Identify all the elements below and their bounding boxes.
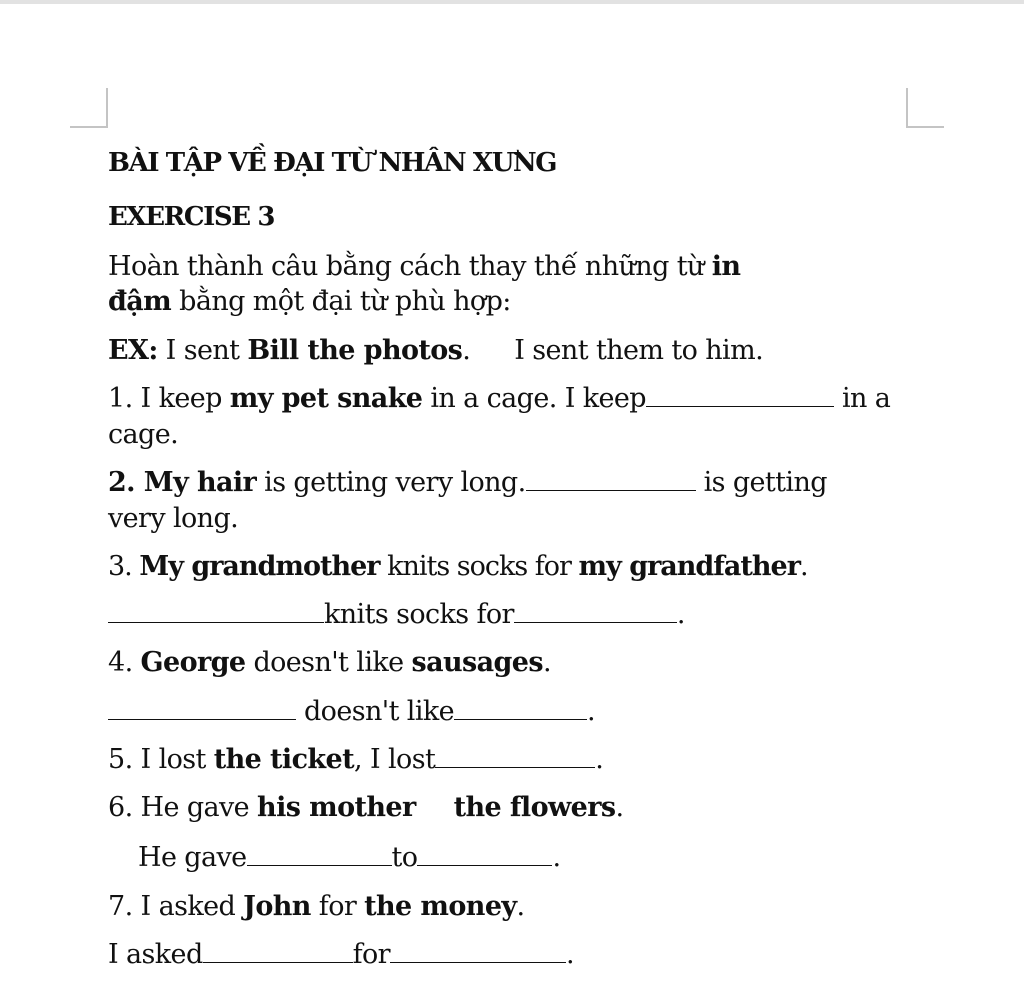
q6-line2-to: to — [391, 842, 418, 873]
q5-answer-blank[interactable] — [435, 743, 595, 768]
q5-text: 5. I lost — [108, 744, 214, 775]
q3-text-mid: knits socks for — [379, 551, 579, 582]
q1-text-cont: cage. — [108, 419, 179, 450]
q7-bold-2: the money — [364, 891, 517, 922]
q6-answer-blank-1[interactable] — [247, 841, 392, 866]
q3-period: . — [799, 551, 808, 582]
question-7-line-2 — [108, 937, 574, 973]
q3-bold-subject: My grandmother — [139, 551, 380, 582]
q7-period: . — [516, 891, 525, 922]
q6-bold-2: the flowers — [453, 792, 616, 823]
question-5-line — [108, 742, 603, 778]
q2-text-cont: very long. — [108, 503, 239, 534]
instruction-text: Hoàn thành câu bằng cách thay thế những từ — [108, 251, 712, 282]
q3-line2-text: knits socks for — [324, 599, 514, 630]
q2-bold: 2. My hair — [108, 467, 257, 498]
q6-line2-period: . — [552, 842, 561, 873]
exercise-heading: EXERCISE 3 — [108, 202, 275, 232]
q4-line2-period: . — [587, 696, 595, 727]
q6-period: . — [615, 792, 624, 823]
question-1-line-1 — [108, 381, 890, 417]
q7-text-mid: for — [310, 891, 365, 922]
q2-text-end: is getting — [695, 467, 827, 498]
question-2-line-2 — [108, 501, 238, 537]
instruction-line-2 — [108, 284, 511, 320]
question-7-line-1 — [108, 889, 524, 925]
question-4-line-1 — [108, 645, 551, 681]
q7-answer-blank-2[interactable] — [390, 938, 566, 963]
q6-line2-text: He gave — [138, 842, 247, 873]
q4-line2-text: doesn't like — [296, 696, 455, 727]
q3-bold-object: my grandfather — [578, 551, 800, 582]
q2-text-mid: is getting very long. — [256, 467, 526, 498]
question-3-line-2 — [108, 597, 685, 633]
question-4-line-2 — [108, 694, 595, 730]
example-text: I sent — [157, 335, 248, 366]
instruction-line-1 — [108, 249, 740, 285]
q1-answer-blank[interactable] — [646, 382, 834, 407]
question-6-line-2 — [138, 840, 560, 876]
q5-text-mid: , I lost — [354, 744, 436, 775]
example-bold: Bill the photos — [247, 335, 463, 366]
q4-bold-subject: George — [140, 647, 246, 678]
q4-text-mid: doesn't like — [245, 647, 412, 678]
question-2-line-1 — [108, 465, 827, 501]
q4-answer-blank-2[interactable] — [454, 695, 587, 720]
page-corner-mark-left — [70, 88, 108, 128]
question-1-line-2 — [108, 417, 178, 453]
example-answer: I sent them to him. — [514, 335, 764, 366]
q3-answer-blank-1[interactable] — [108, 598, 324, 623]
q5-bold: the ticket — [213, 744, 354, 775]
q4-answer-blank-1[interactable] — [108, 695, 296, 720]
q4-period: . — [542, 647, 551, 678]
q5-period: . — [595, 744, 604, 775]
q6-bold-1: his mother — [257, 792, 416, 823]
example-label: EX: — [108, 335, 158, 366]
document-title: BÀI TẬP VỀ ĐẠI TỪ NHÂN XƯNG — [108, 148, 557, 178]
q7-line2-period: . — [565, 939, 574, 970]
q3-number: 3. — [108, 551, 140, 582]
instruction-bold-in: in — [711, 251, 741, 282]
q6-text: 6. He gave — [108, 792, 258, 823]
q3-answer-blank-2[interactable] — [514, 598, 677, 623]
question-3-line-1 — [108, 549, 808, 585]
q7-text: 7. I asked — [108, 891, 244, 922]
q7-bold-1: John — [243, 891, 311, 922]
q1-text-mid: in a cage. I keep — [422, 383, 646, 414]
question-6-line-1 — [108, 790, 623, 826]
q6-answer-blank-2[interactable] — [417, 841, 552, 866]
q7-answer-blank-1[interactable] — [203, 938, 353, 963]
q1-text-end: in a — [833, 383, 891, 414]
q4-number: 4. — [108, 647, 141, 678]
q1-bold: my pet snake — [229, 383, 423, 414]
instruction-bold-dam: đậm — [108, 286, 172, 317]
q3-line2-period: . — [676, 599, 685, 630]
instruction-text-2: bằng một đại từ phù hợp: — [171, 286, 511, 317]
example-line — [108, 333, 763, 369]
q7-line2-for: for — [352, 939, 390, 970]
q1-text: 1. I keep — [108, 383, 230, 414]
q2-answer-blank[interactable] — [526, 466, 696, 491]
example-period: . — [462, 335, 471, 366]
q4-bold-object: sausages — [411, 647, 543, 678]
page-corner-mark-right — [906, 88, 944, 128]
q7-line2-text: I asked — [108, 939, 203, 970]
top-border — [0, 0, 1024, 4]
